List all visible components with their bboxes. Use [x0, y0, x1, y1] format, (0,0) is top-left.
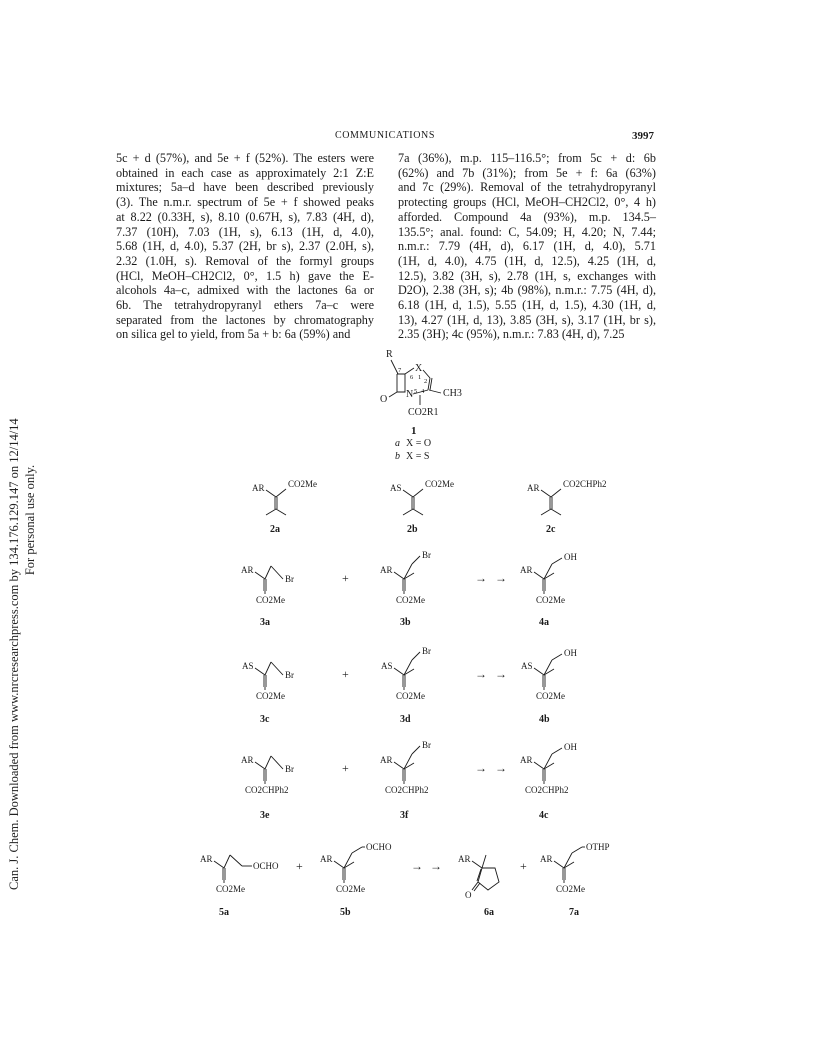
ester-label: CO2CHPh2 [563, 479, 607, 489]
compound-number: 3d [400, 714, 411, 725]
compound-number: 5a [219, 907, 229, 918]
text-line: 5.68 (1H, d, 4.0), 5.37 (2H, br s), 2.37 (2.0H, s), [116, 239, 374, 254]
ester-label: CO2Me [216, 884, 245, 894]
substituent-r: R [386, 349, 393, 360]
compound-number: 4c [539, 810, 549, 821]
page-number: 3997 [632, 130, 654, 142]
ar-group: AR [380, 755, 393, 765]
ester-group: CO2R1 [408, 407, 439, 418]
variant-b: X = S [406, 451, 430, 462]
compound-number: 6a [484, 907, 494, 918]
formate-label: OCHO [366, 842, 392, 852]
ester-label: CO2CHPh2 [245, 785, 289, 795]
text-line: 7a (36%), m.p. 115–116.5°; from 5c + d: 6b [398, 151, 656, 165]
compound-number: 3f [400, 810, 409, 821]
bromo-label: Br [285, 670, 294, 680]
download-notice-line1: Can. J. Chem. Downloaded from www.nrcresearchpress.com by 134.176.129.147 on 12/14/14 [7, 418, 21, 890]
variant-b-label: b [395, 451, 400, 462]
variant-a-label: a [395, 438, 400, 449]
text-line: on silica gel to yield, from 5a + b: 6a (59%) and [116, 327, 351, 342]
bromo-label: Br [422, 550, 431, 560]
compound-number: 3a [260, 617, 270, 628]
compound-2a-structure [252, 479, 317, 535]
reaction-arrow: → [495, 667, 507, 681]
ar-group: AR [380, 565, 393, 575]
ester-label: CO2Me [536, 595, 565, 605]
ring-position-7: 7 [398, 367, 402, 374]
reaction-arrow: → [475, 761, 487, 775]
formate-label: OCHO [253, 861, 279, 871]
compound-3d-structure [381, 646, 431, 725]
bromo-label: Br [285, 574, 294, 584]
text-line: 12.5), 3.82 (3H, s), 2.78 (1H, s, exchanges with [398, 268, 656, 283]
journal-section-title: COMMUNICATIONS [334, 130, 436, 141]
compound-5a-structure [200, 854, 279, 918]
ar-group: AR [200, 854, 213, 864]
text-line: mixtures; 5a–d have been described previously [116, 180, 374, 195]
text-line: (HCl, MeOH–CH2Cl2, 0°, 1.5 h) gave the E- [116, 268, 374, 283]
plus-sign: + [520, 859, 527, 873]
compound-number: 4b [539, 714, 550, 725]
compound-4c-structure [520, 742, 577, 821]
ar-group: AR [241, 565, 254, 575]
text-line: 5c + d (57%), and 5e + f (52%). The esters were [116, 151, 374, 165]
bromo-label: Br [422, 646, 431, 656]
ring-position-6: 6 [410, 374, 414, 381]
lactone-oxygen: O [465, 890, 472, 900]
ring-position-4: 4 [421, 388, 425, 395]
text-line: (3). The n.m.r. spectrum of 5e + f showed peaks [116, 195, 374, 210]
compound-7a-structure [540, 842, 610, 918]
ring-position-2: 2 [424, 378, 428, 385]
ester-label: CO2Me [396, 595, 425, 605]
text-line: afforded. Compound 4a (93%), m.p. 134.5– [398, 209, 656, 224]
ester-label: CO2Me [288, 479, 317, 489]
compound-number: 2b [407, 524, 418, 535]
compound-3f-structure [380, 740, 431, 821]
as-group: AS [390, 483, 402, 493]
ester-label: CO2Me [336, 884, 365, 894]
text-line: (62%) and 7b (31%); from 5e + f: 6a (63%) [398, 165, 656, 180]
text-line: D2O), 2.38 (3H, s); 4b (98%), n.m.r.: 7.75 (4H, d), [398, 283, 656, 298]
ar-group: AR [540, 854, 553, 864]
ar-group: AR [320, 854, 333, 864]
text-line: 2.35 (3H); 4c (95%), n.m.r.: 7.83 (4H, d), 7.25 [398, 327, 625, 342]
compound-3b-structure [380, 550, 431, 628]
compound-number: 3c [260, 714, 270, 725]
reaction-arrow: → [495, 571, 507, 585]
ar-group: AR [520, 565, 533, 575]
hydroxy-label: OH [564, 648, 577, 658]
right-text-column [398, 151, 656, 342]
text-line: obtained in each case as approximately 2:1 Z:E [116, 165, 374, 180]
compound-3a-structure [241, 565, 294, 628]
text-line: 7.37 (10H), 7.03 (1H, s), 6.13 (1H, d, 4.0), [116, 224, 374, 239]
ester-label: CO2Me [256, 691, 285, 701]
text-line: separated from the lactones by chromatography [116, 312, 374, 327]
text-line: 13), 4.27 (1H, d, 13), 3.85 (3H, s), 3.17 (1H, br s), [398, 312, 656, 327]
carbonyl-oxygen: O [380, 394, 388, 405]
ar-group: AR [458, 854, 471, 864]
compound-2b-structure [390, 479, 454, 535]
hydroxy-label: OH [564, 742, 577, 752]
text-line: n.m.r.: 7.79 (4H, d), 6.17 (1H, d, 4.0), 5.71 [398, 239, 656, 254]
bromo-label: Br [422, 740, 431, 750]
as-group: AS [242, 661, 254, 671]
ring-position-1: 1 [418, 374, 422, 381]
reaction-arrow: → [411, 859, 423, 873]
methyl-group: CH3 [443, 388, 462, 399]
compound-number: 4a [539, 617, 549, 628]
reaction-arrow: → [430, 859, 442, 873]
bromo-label: Br [285, 764, 294, 774]
download-notice [4, 150, 44, 890]
compound-number: 3e [260, 810, 270, 821]
compound-6a-structure [458, 854, 499, 918]
compound-4a-structure [520, 552, 577, 628]
ester-label: CO2Me [256, 595, 285, 605]
compound-number: 5b [340, 907, 351, 918]
plus-sign: + [296, 859, 303, 873]
text-line: alcohols 4a–c, admixed with the lactones 6a or [116, 283, 374, 298]
plus-sign: + [342, 571, 349, 585]
ring-position-5: 5 [414, 388, 418, 395]
ar-group: AR [527, 483, 540, 493]
text-line: 6.18 (1H, d, 1.5), 5.55 (1H, d, 1.5), 4.30 (1H, d, [398, 298, 656, 313]
left-text-column [116, 151, 374, 342]
reaction-arrow: → [475, 667, 487, 681]
compound-number: 3b [400, 617, 411, 628]
reaction-arrow: → [475, 571, 487, 585]
compound-2c-structure [527, 479, 607, 535]
text-line: 135.5°; anal. found: C, 54.09; H, 4.20; N, 7.44; [398, 224, 656, 239]
as-group: AS [521, 661, 533, 671]
ester-label: CO2CHPh2 [525, 785, 569, 795]
text-line: and 7c (29%). Removal of the tetrahydropyranyl [398, 180, 656, 195]
ar-group: AR [252, 483, 265, 493]
ester-label: CO2Me [425, 479, 454, 489]
compound-number-1: 1 [411, 425, 417, 437]
thp-ether-label: OTHP [586, 842, 610, 852]
ester-label: CO2Me [396, 691, 425, 701]
compound-number: 2c [546, 524, 556, 535]
text-line: 2.32 (1.0H, s). Removal of the formyl groups [116, 253, 374, 268]
ar-group: AR [241, 755, 254, 765]
ester-label: CO2CHPh2 [385, 785, 429, 795]
plus-sign: + [342, 761, 349, 775]
compound-number: 2a [270, 524, 280, 535]
ar-group: AR [520, 755, 533, 765]
compound-1-structure [380, 349, 462, 462]
text-line: (1H, d, 4.0), 4.75 (1H, d, 12.5), 4.25 (1H, d, [398, 253, 656, 268]
text-line: 6b. The tetrahydropyranyl ethers 7a–c were [116, 298, 374, 313]
ester-label: CO2Me [536, 691, 565, 701]
text-line: at 8.22 (0.33H, s), 8.10 (0.67H, s), 7.83 (4H, d), [116, 209, 374, 224]
hydroxy-label: OH [564, 552, 577, 562]
variant-a: X = O [406, 438, 432, 449]
text-line: protecting groups (HCl, MeOH–CH2Cl2, 0°, 4 h) [398, 195, 656, 210]
download-notice-line2: For personal use only. [23, 464, 37, 576]
ester-label: CO2Me [556, 884, 585, 894]
plus-sign: + [342, 667, 349, 681]
as-group: AS [381, 661, 393, 671]
reaction-arrow: → [495, 761, 507, 775]
compound-number: 7a [569, 907, 579, 918]
heteroatom-x: X [415, 363, 423, 374]
compound-3e-structure [241, 755, 294, 821]
running-head [116, 130, 654, 146]
compound-3c-structure [242, 661, 294, 725]
nitrogen-atom: N [406, 389, 414, 400]
compound-5b-structure [320, 842, 392, 918]
compound-4b-structure [521, 648, 577, 725]
